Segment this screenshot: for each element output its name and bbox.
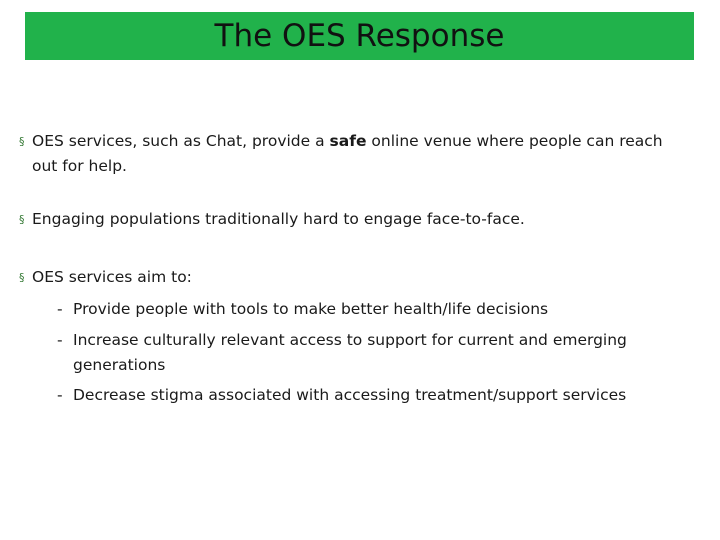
dash-marker-icon: - [57,331,63,349]
bullet-marker-icon: § [19,135,25,148]
dash-marker-icon: - [57,300,63,318]
slide-title: The OES Response [214,18,505,54]
bullet-text [19,129,689,179]
bullet-marker-icon: § [19,271,25,284]
bullet-text-post: online venue where people can reach out for help. [32,132,663,175]
bullet-item-aims [19,265,689,290]
sub-item-access [57,328,677,378]
bullet-item-chat [19,129,689,179]
sub-item-tools [57,297,677,322]
sub-item-stigma [57,383,677,408]
sub-item-text: Decrease stigma associated with accessing treatment/support services [73,386,627,404]
bullet-text-bold: safe [329,132,367,150]
bullet-marker-icon: § [19,213,25,226]
bullet-item-engaging [19,207,689,232]
dash-marker-icon: - [57,386,63,404]
sub-item-text: Increase culturally relevant access to support for current and emerging generations [73,331,627,374]
bullet-text: OES services aim to: [32,268,192,286]
bullet-text: Engaging populations traditionally hard to engage face-to-face. [32,210,525,228]
title-banner [25,12,694,60]
bullet-text-pre: OES services, such as Chat, provide a [32,132,330,150]
sub-item-text: Provide people with tools to make better health/life decisions [73,300,549,318]
